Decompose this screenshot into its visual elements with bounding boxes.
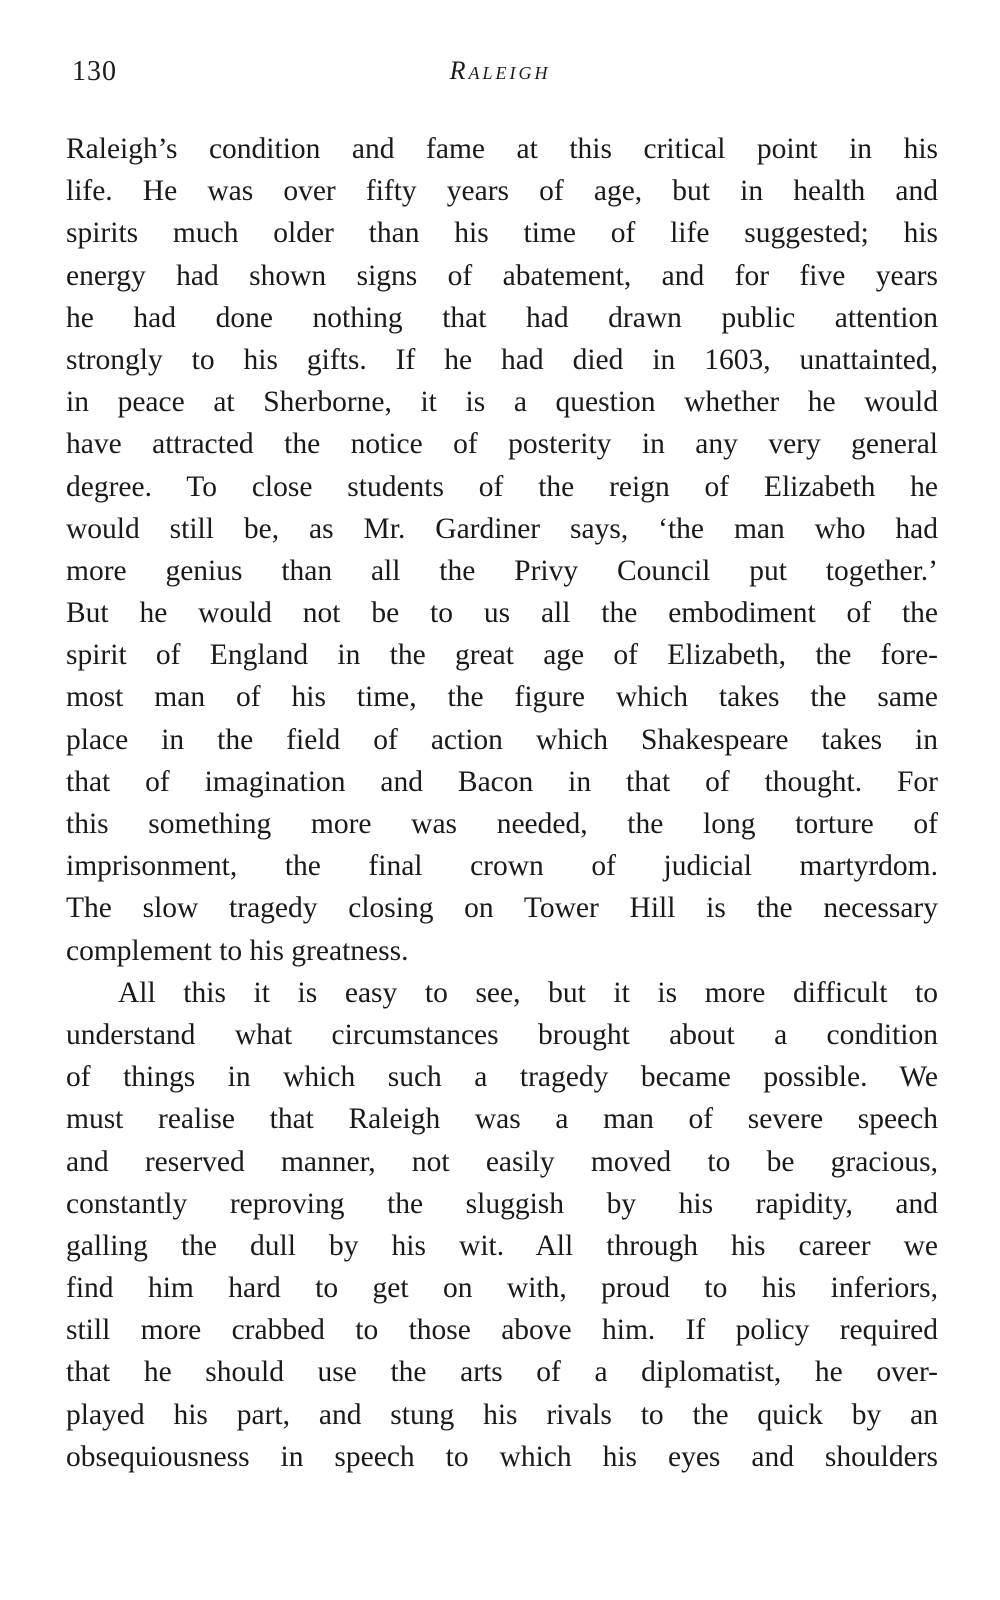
paragraph-2 xyxy=(66,972,938,1478)
text-line: more genius than all the Privy Council put together.’ xyxy=(66,554,938,587)
text-line: galling the dull by his wit. All through his career we xyxy=(66,1229,938,1262)
text-line: But he would not be to us all the embodiment of the xyxy=(66,597,938,630)
text-line: he had done nothing that had drawn public attention xyxy=(66,301,938,334)
text-line: of things in which such a tragedy became possible. We xyxy=(66,1061,938,1094)
text-line: find him hard to get on with, proud to his inferiors, xyxy=(66,1272,938,1305)
text-line: imprisonment, the final crown of judicial martyrdom. xyxy=(66,850,938,883)
text-line: would still be, as Mr. Gardiner says, ‘the man who had xyxy=(66,512,938,545)
text-line: must realise that Raleigh was a man of severe speech xyxy=(66,1103,938,1136)
page-number: 130 xyxy=(72,56,117,87)
text-line: and reserved manner, not easily moved to be gracious, xyxy=(66,1145,938,1178)
text-line: complement to his greatness. xyxy=(66,934,409,967)
text-line: still more crabbed to those above him. If policy required xyxy=(66,1314,938,1347)
text-line: energy had shown signs of abatement, and for five years xyxy=(66,259,938,292)
text-line: life. He was over fifty years of age, but in health and xyxy=(66,175,938,208)
text-line: in peace at Sherborne, it is a question whether he would xyxy=(66,386,938,419)
text-line: constantly reproving the sluggish by his rapidity, and xyxy=(66,1187,938,1220)
text-line: most man of his time, the figure which takes the same xyxy=(66,681,938,714)
text-line: played his part, and stung his rivals to the quick by an xyxy=(66,1398,938,1431)
text-line: degree. To close students of the reign of Elizabeth he xyxy=(66,470,938,503)
text-line: place in the field of action which Shakespeare takes in xyxy=(66,723,938,756)
text-line: understand what circumstances brought about a condition xyxy=(66,1018,938,1051)
running-title: Raleigh xyxy=(449,56,551,85)
text-line: that he should use the arts of a diplomatist, he over- xyxy=(66,1356,938,1389)
text-line: this something more was needed, the long torture of xyxy=(66,808,938,840)
text-line: have attracted the notice of posterity in any very general xyxy=(66,428,938,461)
text-line: spirit of England in the great age of Elizabeth, the fore- xyxy=(66,639,938,672)
text-line: All this it is easy to see, but it is more difficult to xyxy=(118,976,938,1009)
text-line: strongly to his gifts. If he had died in 1603, unattainted, xyxy=(66,343,938,376)
text-line: Raleigh’s condition and fame at this critical point in his xyxy=(66,133,938,165)
body-text xyxy=(66,128,938,1478)
text-line: that of imagination and Bacon in that of thought. For xyxy=(66,765,938,798)
paragraph-1 xyxy=(66,128,938,972)
text-line: The slow tragedy closing on Tower Hill is the necessary xyxy=(66,892,938,925)
text-line: obsequiousness in speech to which his eyes and shoulders xyxy=(66,1440,938,1473)
text-line: spirits much older than his time of life suggested; his xyxy=(66,217,938,250)
running-head xyxy=(72,56,928,96)
